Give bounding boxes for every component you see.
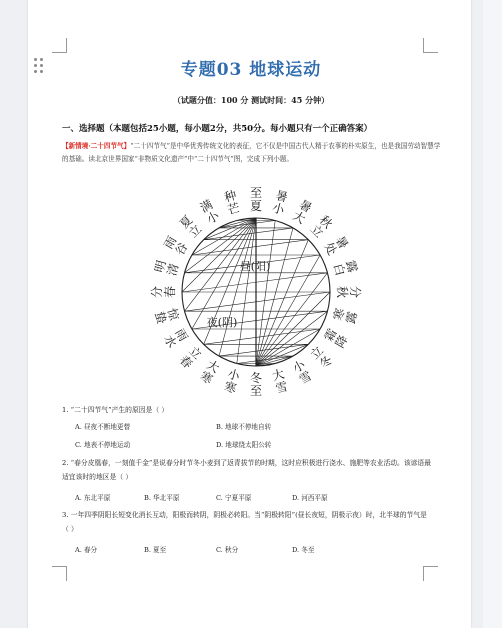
crop-mark-top-left (52, 38, 67, 53)
question-3-option-b[interactable]: B. 夏至 (144, 546, 167, 554)
solar-term-label: 处 (321, 240, 340, 258)
solar-term-label: 夏 (249, 199, 263, 213)
solar-term-label: 雨 (161, 233, 180, 252)
solar-term-label: 立 (307, 343, 326, 362)
solar-term-label: 谷 (172, 240, 191, 258)
solar-term-label: 水 (161, 332, 180, 351)
solar-term-label: 惊 (164, 306, 182, 322)
intro-tag: 【新情境·二十四节气】 (62, 142, 131, 150)
crop-mark-bottom-right (423, 566, 438, 581)
diagram-label-day: 昼(阳) (239, 260, 271, 273)
solar-term-label: 寒 (222, 379, 239, 396)
intro-text: “二十四节气”是中华优秀传统文化的表征，它不仅是中国古代人精于农事的朴实原生，也是我国劳动智慧学的基础。读北京世界国家“非物质文化遗产”中“二十四节气”图，完成下列小题。 (62, 142, 441, 163)
solar-term-label: 满 (197, 197, 216, 216)
solar-term-label: 大 (204, 357, 222, 376)
question-3-option-d[interactable]: D. 冬至 (292, 546, 315, 554)
question-1-option-c[interactable]: C. 地表不停地运动 (75, 441, 131, 449)
diagram-label-night: 夜(阴) (206, 316, 238, 329)
question-2-option-a[interactable]: A. 东北平原 (75, 494, 111, 502)
question-2-stem: 2. “春分皮凰春，一刻值千金”是说春分时节冬小麦到了返青拔节的时期，这时应积极进行浇水、施肥等农业活动。该谚语最适宜该时的地区是（ ） (62, 459, 432, 481)
document-subtitle: （试题分值：100 分 测试时间：45 分钟） (172, 95, 330, 105)
solar-term-label: 种 (222, 188, 239, 205)
question-1-option-d[interactable]: D. 地球绕太阳公转 (216, 441, 272, 449)
solar-term-label: 立 (186, 343, 205, 362)
solar-term-label: 大 (270, 366, 286, 384)
solar-term-label: 冬 (249, 371, 263, 385)
solar-term-label: 明 (152, 258, 169, 275)
solar-term-label: 至 (249, 384, 263, 398)
solar-term-label: 白 (330, 262, 348, 278)
crop-mark-bottom-left (52, 566, 67, 581)
crop-mark-top-right (423, 38, 438, 53)
solar-term-label: 立 (186, 222, 205, 241)
solar-term-label: 夏 (176, 212, 196, 232)
solar-term-label: 大 (290, 208, 308, 227)
solar-term-label: 芒 (226, 200, 242, 218)
solar-term-label: 小 (290, 357, 308, 376)
intro-paragraph (62, 140, 442, 166)
solar-term-label: 露 (343, 258, 360, 275)
question-1-option-a[interactable]: A. 昼夜不断地更替 (75, 423, 131, 431)
question-2-option-c[interactable]: C. 宁夏平原 (216, 494, 252, 502)
question-2-option-d[interactable]: D. 河西平原 (292, 494, 328, 502)
solar-term-label: 降 (332, 332, 351, 351)
solar-term-label: 雨 (172, 326, 191, 344)
solar-term-label: 立 (307, 222, 326, 241)
solar-term-label: 露 (343, 309, 360, 326)
solar-term-label: 冬 (316, 352, 336, 372)
solar-term-label: 霜 (321, 326, 340, 344)
question-2-option-b[interactable]: B. 华北平原 (144, 494, 180, 502)
question-3-option-a[interactable]: A. 春分 (75, 546, 98, 554)
solar-term-label: 蛰 (152, 309, 169, 326)
question-1-stem: 1. “二十四节气”产生的原因是（ ） (62, 406, 169, 414)
solar-term-label: 小 (226, 366, 242, 384)
question-3-stem: 3. 一年四季阴阳长短变化消长互动，阳极而转阴，阴极必转阳。当“阴极转阳”(昼长夜短，阴极示夜）时，北半球的节气是（ ） (62, 511, 427, 533)
question-1-option-b[interactable]: B. 地球不停地自转 (216, 423, 272, 431)
solar-term-label: 暑 (296, 197, 315, 216)
solar-term-label: 春 (163, 285, 177, 299)
solar-term-label: 寒 (197, 368, 216, 387)
section-heading: 一、选择题（本题包括25小题，每小题2分，共50分。每小题只有一个正确答案） (62, 124, 373, 134)
solar-term-label: 至 (249, 186, 263, 200)
solar-term-label: 秋 (316, 212, 336, 232)
solar-term-label: 小 (204, 208, 222, 227)
question-3-option-c[interactable]: C. 秋分 (216, 546, 239, 554)
solar-term-label: 雪 (296, 368, 315, 387)
solar-term-label: 分 (348, 285, 362, 299)
document-title: 专题03 地球运动 (180, 60, 322, 80)
solar-term-label: 春 (176, 352, 196, 372)
solar-term-label: 分 (150, 285, 164, 299)
solar-term-label: 寒 (330, 306, 348, 322)
solar-term-label: 暑 (273, 188, 290, 205)
solar-term-label: 雪 (273, 379, 290, 396)
solar-term-label: 秋 (335, 285, 349, 299)
solar-term-label: 清 (164, 262, 182, 278)
solar-term-label: 暑 (332, 233, 351, 252)
solar-term-label: 小 (270, 200, 286, 218)
